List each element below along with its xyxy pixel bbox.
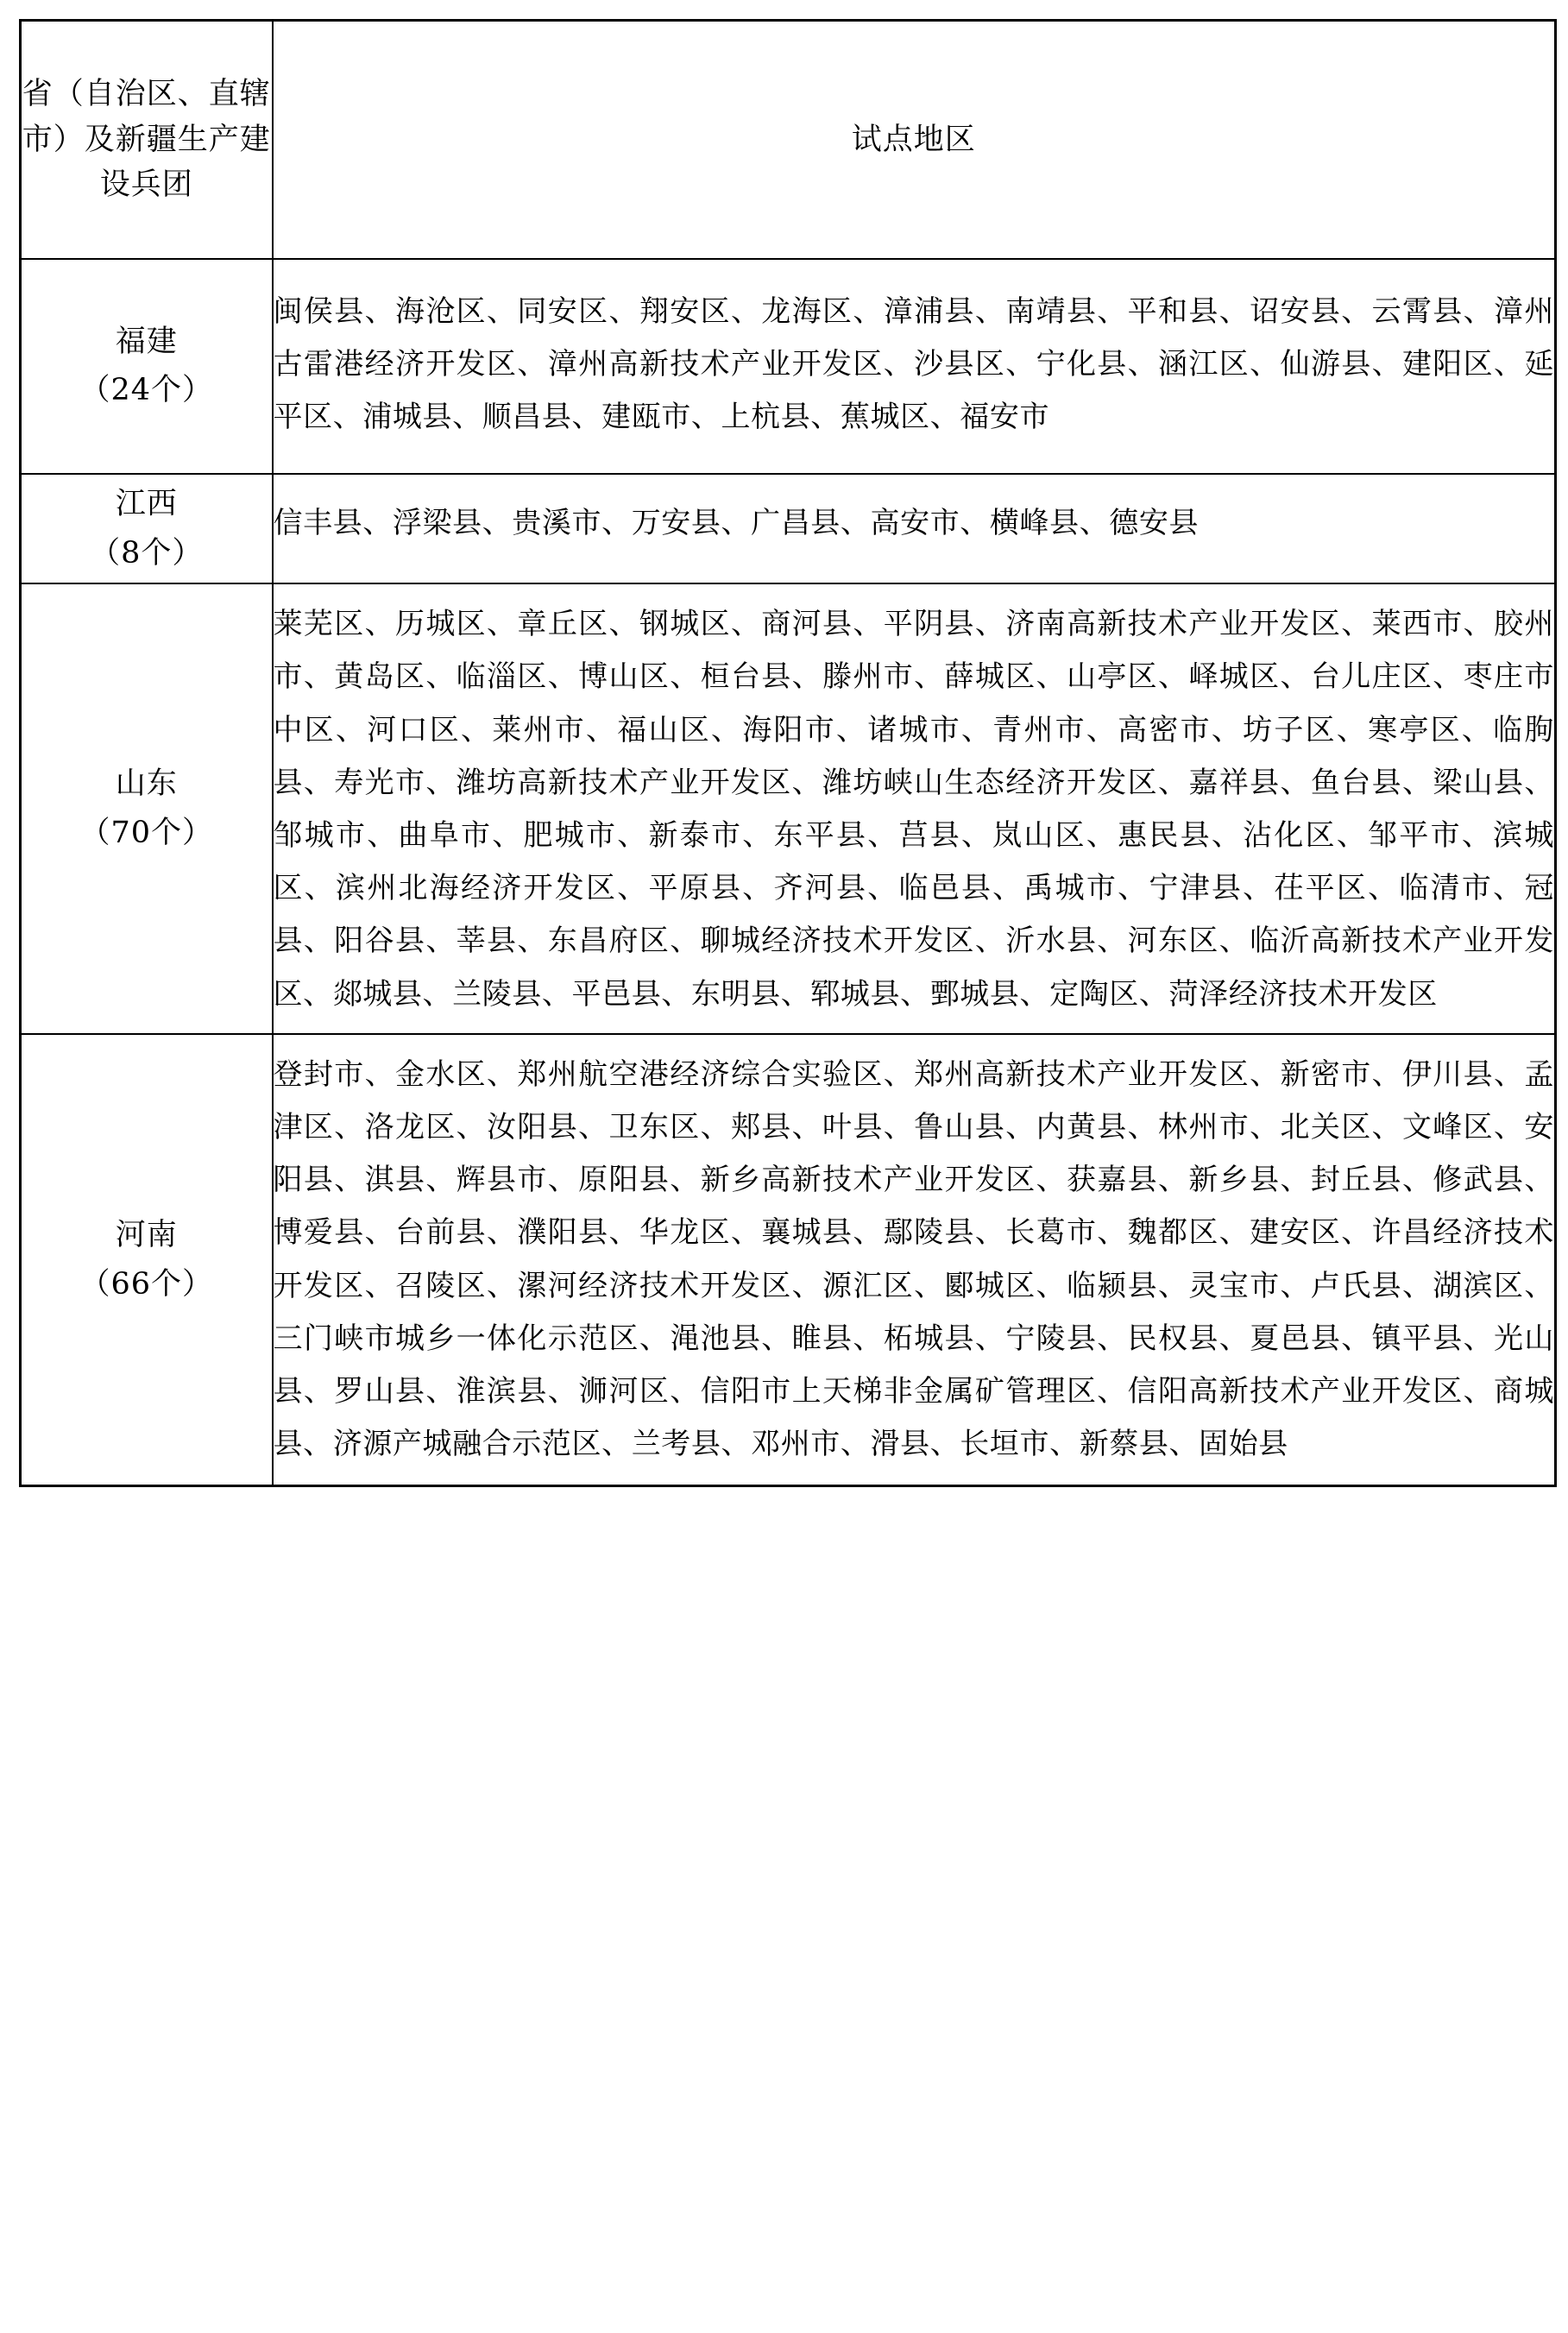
province-cell <box>21 583 273 1034</box>
column-header-regions: 试点地区 <box>273 21 1556 259</box>
regions-text: 登封市、金水区、郑州航空港经济综合实验区、郑州高新技术产业开发区、新密市、伊川县、孟津区、洛龙区、汝阳县、卫东区、郏县、叶县、鲁山县、内黄县、林州市、北关区、文峰区、安阳县、淇县、辉县市、原阳县、新乡高新技术产业开发区、获嘉县、新乡县、封丘县、修武县、博爱县、台前县、濮阳县、华龙区、襄城县、鄢陵县、长葛市、魏都区、建安区、许昌经济技术开发区、召陵区、漯河经济技术开发区、源汇区、郾城区、临颍县、灵宝市、卢氏县、湖滨区、三门峡市城乡一体化示范区、渑池县、睢县、柘城县、宁陵县、民权县、夏邑县、镇平县、光山县、罗山县、淮滨县、浉河区、信阳市上天梯非金属矿管理区、信阳高新技术产业开发区、商城县、济源产城融合示范区、兰考县、邓州市、滑县、长垣市、新蔡县、固始县 <box>273 1056 1554 1462</box>
regions-cell <box>273 1034 1556 1486</box>
pilot-regions-table <box>19 19 1557 1487</box>
province-count: （8个） <box>90 535 204 571</box>
regions-text: 闽侯县、海沧区、同安区、翔安区、龙海区、漳浦县、南靖县、平和县、诏安县、云霄县、漳州古雷港经济开发区、漳州高新技术产业开发区、沙县区、宁化县、涵江区、仙游县、建阳区、延平区、浦城县、顺昌县、建瓯市、上杭县、蕉城区、福安市 <box>273 293 1554 434</box>
regions-text: 信丰县、浮梁县、贵溪市、万安县、广昌县、高安市、横峰县、德安县 <box>273 506 1200 541</box>
table-row <box>21 1034 1556 1486</box>
province-count: （24个） <box>79 373 214 408</box>
province-name: 河南 <box>115 1217 178 1252</box>
province-name: 江西 <box>115 486 178 521</box>
table-row <box>21 259 1556 475</box>
table-body <box>21 259 1556 1486</box>
table-header <box>21 21 1556 259</box>
table-row <box>21 474 1556 583</box>
regions-cell <box>273 259 1556 475</box>
province-name: 福建 <box>115 324 178 359</box>
province-name: 山东 <box>115 766 178 802</box>
province-cell <box>21 259 273 475</box>
regions-text: 莱芜区、历城区、章丘区、钢城区、商河县、平阴县、济南高新技术产业开发区、莱西市、胶州市、黄岛区、临淄区、博山区、桓台县、滕州市、薛城区、山亭区、峄城区、台儿庄区、枣庄市中区、河口区、莱州市、福山区、海阳市、诸城市、青州市、高密市、坊子区、寒亭区、临朐县、寿光市、潍坊高新技术产业开发区、潍坊峡山生态经济开发区、嘉祥县、鱼台县、梁山县、邹城市、曲阜市、肥城市、新泰市、东平县、莒县、岚山区、惠民县、沾化区、邹平市、滨城区、滨州北海经济开发区、平原县、齐河县、临邑县、禹城市、宁津县、茌平区、临清市、冠县、阳谷县、莘县、东昌府区、聊城经济技术开发区、沂水县、河东区、临沂高新技术产业开发区、郯城县、兰陵县、平邑县、东明县、郓城县、鄄城县、定陶区、菏泽经济技术开发区 <box>273 607 1554 1012</box>
province-cell <box>21 1034 273 1486</box>
table-header-row <box>21 21 1556 259</box>
regions-cell <box>273 583 1556 1034</box>
province-cell <box>21 474 273 583</box>
province-count: （66个） <box>79 1266 214 1302</box>
province-count: （70个） <box>79 816 214 850</box>
table-row <box>21 583 1556 1034</box>
regions-cell <box>273 474 1556 583</box>
column-header-province: 省（自治区、直辖市）及新疆生产建设兵团 <box>21 21 273 259</box>
